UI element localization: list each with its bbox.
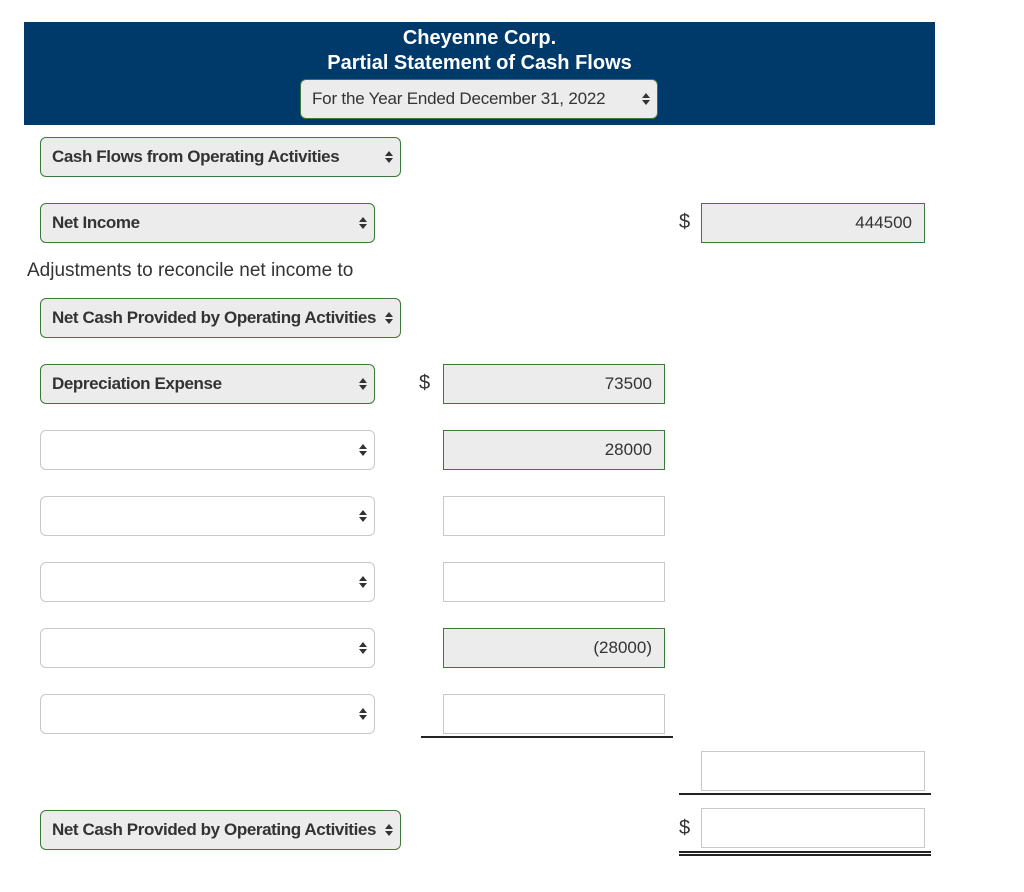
- select-arrows-icon: [358, 509, 368, 523]
- total-adjustments-input[interactable]: [701, 751, 925, 791]
- section-select[interactable]: [40, 137, 401, 177]
- adjustment-select-5[interactable]: [40, 628, 375, 668]
- net-cash-select-value: Net Cash Provided by Operating Activities: [52, 820, 376, 839]
- adjustments-select-value: Net Cash Provided by Operating Activities: [52, 308, 376, 327]
- adjustment-select-6[interactable]: [40, 694, 375, 734]
- adjustments-text: Adjustments to reconcile net income to: [27, 260, 354, 281]
- select-arrows-icon: [358, 641, 368, 655]
- net-cash-double-underline-top: [679, 851, 931, 853]
- total-adjustments-underline: [679, 793, 931, 795]
- select-arrows-icon: [358, 575, 368, 589]
- period-select[interactable]: [300, 79, 658, 119]
- net-income-select-value: Net Income: [52, 213, 140, 232]
- adjustment-input-3[interactable]: [443, 496, 665, 536]
- adjustment-select-3[interactable]: [40, 496, 375, 536]
- adjustment-input-4[interactable]: [443, 562, 665, 602]
- adjustment-select-2[interactable]: [40, 430, 375, 470]
- net-cash-select[interactable]: [40, 810, 401, 850]
- statement-title: Partial Statement of Cash Flows: [327, 52, 632, 74]
- adjustment-input-5[interactable]: (28000): [443, 628, 665, 668]
- adjustment-input-1[interactable]: 73500: [443, 364, 665, 404]
- net-income-select[interactable]: [40, 203, 375, 243]
- select-arrows-icon: [358, 707, 368, 721]
- section-select-value: Cash Flows from Operating Activities: [52, 147, 340, 166]
- adjustment-input-6[interactable]: [443, 694, 665, 734]
- select-arrows-icon: [641, 92, 651, 106]
- adjustment-select-4[interactable]: [40, 562, 375, 602]
- select-arrows-icon: [358, 443, 368, 457]
- company-name: Cheyenne Corp.: [402, 27, 557, 49]
- adjustment-input-2[interactable]: 28000: [443, 430, 665, 470]
- select-arrows-icon: [384, 311, 394, 325]
- net-cash-input[interactable]: [701, 808, 925, 848]
- select-arrows-icon: [384, 823, 394, 837]
- select-arrows-icon: [384, 150, 394, 164]
- select-arrows-icon: [358, 216, 368, 230]
- net-cash-dollar-sign: $: [679, 817, 691, 839]
- adjustment-dollar-sign: $: [419, 372, 431, 394]
- select-arrows-icon: [358, 377, 368, 391]
- adjustment-select-value: Depreciation Expense: [52, 374, 222, 393]
- net-cash-double-underline-bottom: [679, 854, 931, 856]
- adjustments-underline: [421, 736, 673, 738]
- net-income-input[interactable]: 444500: [701, 203, 925, 243]
- adjustment-select-1[interactable]: [40, 364, 375, 404]
- period-select-value: For the Year Ended December 31, 2022: [312, 89, 606, 108]
- adjustments-select[interactable]: [40, 298, 401, 338]
- net-income-dollar-sign: $: [679, 211, 691, 233]
